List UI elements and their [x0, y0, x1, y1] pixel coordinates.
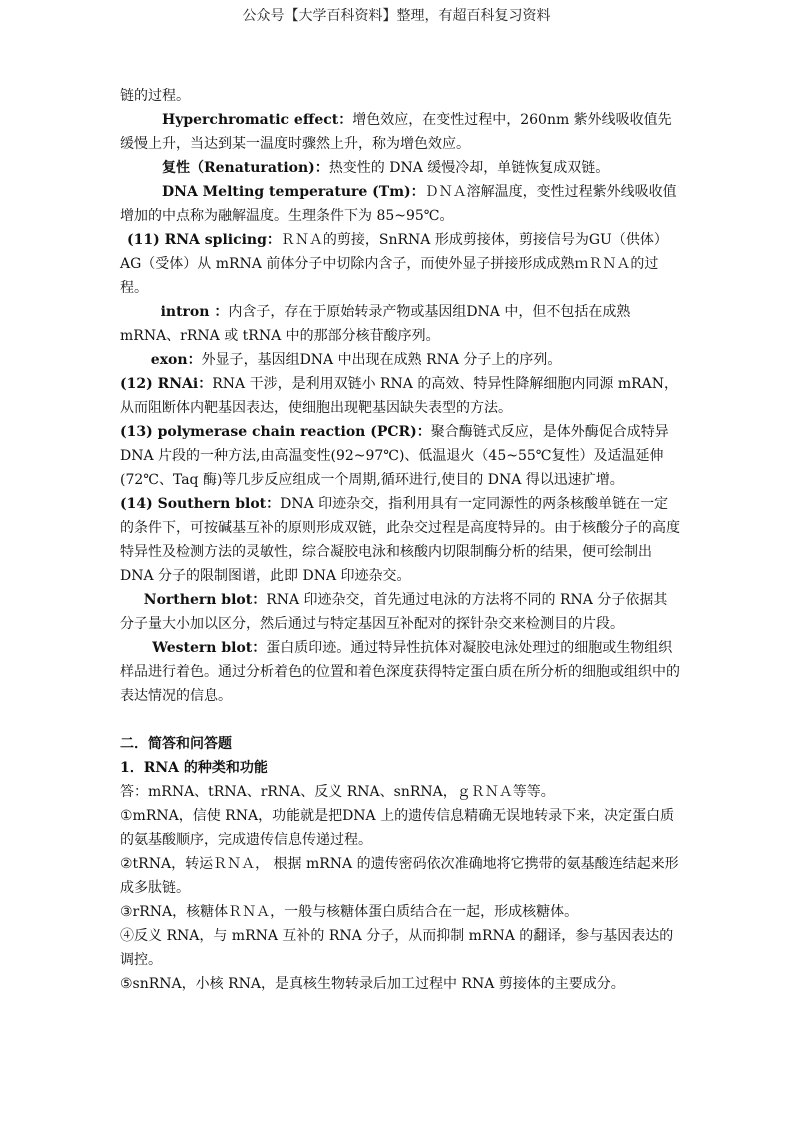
term: Western blot：: [152, 640, 267, 656]
definition-text: 内含子，存在于原始转录产物或基因组DNA 中，但不包括在成熟 mRNA、rRNA 或 tRNA 中的那部分核苷酸序列。: [120, 304, 631, 344]
document-body: [120, 84, 680, 996]
term: (11) RNA splicing：: [127, 232, 281, 248]
answer-item-trna: ②tRNA，转运ＲＮＡ， 根据 mRNA 的遗传密码依次准确地将它携带的氨基酸连结起来形成多肽链。: [120, 856, 679, 896]
definition-renaturation: [120, 156, 680, 180]
definition-text: 蛋白质印迹。通过特异性抗体对凝胶电泳处理过的细胞或生物组织样品进行着色。通过分析着色的位置和着色深度获得特定蛋白质在所分析的细胞或组织中的表达情况的信息。: [120, 640, 680, 704]
term: (14) Southern blot：: [120, 496, 281, 512]
definition-hyperchromatic-effect: [120, 108, 680, 156]
term: 复性（Renaturation)：: [162, 160, 329, 176]
answer-intro: 答：mRNA、tRNA、rRNA、反义 RNA、snRNA，ｇＲＮＡ等等。: [120, 784, 555, 800]
definition-text: ＲＮＡ的剪接，SnRNA 形成剪接体，剪接信号为GU（供体）AG（受体）从 mRNA 前体分子中切除内含子，而使外显子拼接形成成熟ｍＲＮＡ的过程。: [120, 232, 668, 296]
definition-pcr: [120, 420, 680, 492]
term: Hyperchromatic effect：: [162, 112, 353, 128]
definition-text: DNA 印迹杂交，指利用具有一定同源性的两条核酸单链在一定的条件下，可按碱基互补的原则形成双链，此杂交过程是高度特异的。由于核酸分子的高度特异性及检测方法的灵敏性，综合凝胶电泳和核酸内切限制酶分析的结果，便可绘制出 DNA 分子的限制图谱，此即 DNA 印迹杂交。: [120, 496, 680, 584]
definition-rnai: [120, 372, 680, 420]
page-header: 公众号【大学百科资料】整理，有超百科复习资料: [242, 8, 551, 24]
definition-melting-temperature: [120, 180, 680, 228]
definition-text: ＤＮＡ溶解温度，变性过程紫外线吸收值增加的中点称为融解温度。生理条件下为 85~95℃。: [120, 184, 677, 224]
answer-item-antisense-rna: ④反义 RNA，与 mRNA 互补的 RNA 分子，从而抑制 mRNA 的翻译，参与基因表达的调控。: [120, 928, 674, 968]
definition-text: RNA 印迹杂交，首先通过电泳的方法将不同的 RNA 分子依据其分子量大小加以区分，然后通过与特定基因互补配对的探针杂交来检测目的片段。: [120, 592, 668, 632]
definition-text: 聚合酶链式反应，是体外酶促合成特异 DNA 片段的一种方法,由高温变性(92~97℃)、低温退火（45~55℃复性）及适温延伸(72℃、Taq 酶)等几步反应组成一个周期,循环进行,使目的 DNA 得以迅速扩增。: [120, 424, 669, 488]
answer-item-rrna: ③rRNA，核糖体ＲＮＡ，一般与核糖体蛋白质结合在一起，形成核糖体。: [120, 904, 579, 920]
term: DNA Melting temperature (Tm)：: [162, 184, 425, 200]
term: intron ：: [160, 304, 229, 320]
text-line: 链的过程。: [120, 88, 190, 104]
answer-item-snrna: ⑤snRNA，小核 RNA，是真核生物转录后加工过程中 RNA 剪接体的主要成分。: [120, 976, 625, 992]
definition-northern-blot: [120, 588, 680, 636]
definition-text: 增色效应，在变性过程中，260nm 紫外线吸收值先缓慢上升，当达到某一温度时骤然上升，称为增色效应。: [120, 112, 672, 152]
question-title: 1．RNA 的种类和功能: [120, 760, 268, 776]
definition-text: 外显子，基因组DNA 中出现在成熟 RNA 分子上的序列。: [201, 352, 562, 368]
term: Northern blot：: [143, 592, 267, 608]
definition-southern-blot: [120, 492, 680, 588]
definition-text: 热变性的 DNA 缓慢冷却，单链恢复成双链。: [328, 160, 610, 176]
definition-western-blot: [120, 636, 680, 708]
definition-exon: [120, 348, 680, 372]
term: (13) polymerase chain reaction (PCR)：: [120, 424, 431, 440]
definition-text: RNA 干涉，是利用双链小 RNA 的高效、特异性降解细胞内同源 mRAN，从而阻断体内靶基因表达，使细胞出现靶基因缺失表型的方法。: [120, 376, 678, 416]
definition-rna-splicing: [120, 228, 680, 300]
section-title: 二．简答和问答题: [120, 736, 232, 752]
definition-intron: [120, 300, 680, 348]
answer-item-mrna: ①mRNA，信使 RNA，功能就是把DNA 上的遗传信息精确无误地转录下来，决定蛋白质的氨基酸顺序，完成遗传信息传递过程。: [120, 808, 675, 848]
term: (12) RNAi：: [120, 376, 213, 392]
term: exon：: [150, 352, 202, 368]
